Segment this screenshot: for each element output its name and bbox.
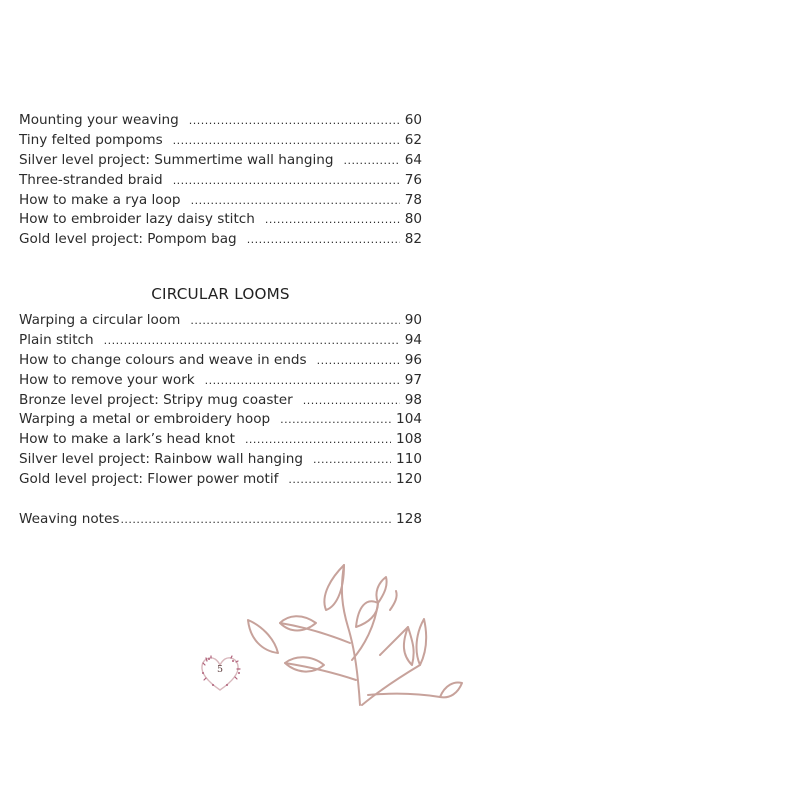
toc-entry[interactable] xyxy=(19,230,422,250)
toc-entry-title: Gold level project: Flower power motif xyxy=(19,471,279,488)
dot-leader xyxy=(247,230,400,250)
dot-leader xyxy=(265,210,400,230)
toc-entry-page: 60 xyxy=(404,112,422,128)
dot-leader xyxy=(173,131,400,151)
toc-entry-page: 62 xyxy=(404,131,422,148)
toc-entry[interactable] xyxy=(19,331,422,351)
dot-leader xyxy=(173,171,400,191)
toc-entry[interactable] xyxy=(19,391,422,411)
toc-entry-title: How to change colours and weave in ends xyxy=(19,351,307,368)
dot-leader xyxy=(190,311,399,331)
toc-entry[interactable] xyxy=(19,470,422,490)
toc-entry-title: How to embroider lazy daisy stitch xyxy=(19,211,255,228)
toc-entry-page: 94 xyxy=(404,331,422,348)
dot-leader xyxy=(104,331,400,351)
toc-entry[interactable] xyxy=(19,450,422,470)
toc-list-part-2 xyxy=(19,311,422,490)
toc-entry-page: 96 xyxy=(404,351,422,368)
toc-entry-title: How to make a lark’s head knot xyxy=(19,431,235,448)
toc-entry[interactable] xyxy=(19,510,422,530)
toc-entry-page: 80 xyxy=(404,211,422,228)
dot-leader xyxy=(205,371,400,391)
toc-entry-title: Silver level project: Summertime wall hanging xyxy=(19,151,334,168)
dot-leader xyxy=(313,450,391,470)
dot-leader xyxy=(189,111,400,131)
toc-entry-title: Warping a circular loom xyxy=(19,312,181,328)
toc-entry-page: 78 xyxy=(404,191,422,208)
toc-entry-title: Bronze level project: Stripy mug coaster xyxy=(19,391,293,408)
toc-list-part-3 xyxy=(19,510,422,530)
toc-entry-page: 104 xyxy=(396,411,422,428)
dot-leader xyxy=(191,191,400,211)
toc-entry-title: Weaving notes xyxy=(19,511,120,527)
toc-entry[interactable] xyxy=(19,311,422,331)
toc-entry[interactable] xyxy=(19,111,422,131)
toc-entry-page: 108 xyxy=(396,431,422,448)
section-heading: CIRCULAR LOOMS xyxy=(151,285,290,303)
toc-entry-title: Tiny felted pompoms xyxy=(19,131,163,148)
toc-entry-title: Three-stranded braid xyxy=(19,171,163,188)
toc-entry[interactable] xyxy=(19,151,422,171)
toc-entry[interactable] xyxy=(19,210,422,230)
toc-list-part-1 xyxy=(19,111,422,250)
toc-entry[interactable] xyxy=(19,351,422,371)
dot-leader xyxy=(120,510,391,530)
toc-entry[interactable] xyxy=(19,430,422,450)
toc-entry-page: 98 xyxy=(404,391,422,408)
toc-entry[interactable] xyxy=(19,171,422,191)
toc-entry-title: Warping a metal or embroidery hoop xyxy=(19,411,271,428)
toc-entry-title: Mounting your weaving xyxy=(19,112,179,128)
toc-entry[interactable] xyxy=(19,131,422,151)
toc-entry-page: 64 xyxy=(404,151,422,168)
page-number: 5 xyxy=(216,664,224,675)
toc-entry[interactable] xyxy=(19,371,422,391)
dot-leader xyxy=(317,351,400,371)
leafy-branch-illustration-icon xyxy=(240,555,470,707)
dot-leader xyxy=(343,151,399,171)
dot-leader xyxy=(288,470,391,490)
dot-leader xyxy=(245,430,391,450)
dot-leader xyxy=(280,410,391,430)
toc-entry-title: Gold level project: Pompom bag xyxy=(19,231,237,248)
toc-entry-page: 110 xyxy=(396,451,422,468)
toc-entry[interactable] xyxy=(19,191,422,211)
toc-entry-page: 120 xyxy=(396,471,422,488)
toc-entry-page: 90 xyxy=(404,312,422,328)
toc-entry-title: Plain stitch xyxy=(19,331,94,348)
toc-entry-title: How to remove your work xyxy=(19,371,195,388)
toc-entry[interactable] xyxy=(19,410,422,430)
toc-entry-page: 82 xyxy=(404,231,422,248)
toc-entry-title: How to make a rya loop xyxy=(19,191,181,208)
dot-leader xyxy=(303,391,400,411)
toc-entry-title: Silver level project: Rainbow wall hanging xyxy=(19,451,304,468)
toc-entry-page: 76 xyxy=(404,171,422,188)
toc-entry-page: 128 xyxy=(396,511,422,527)
toc-entry-page: 97 xyxy=(404,371,422,388)
